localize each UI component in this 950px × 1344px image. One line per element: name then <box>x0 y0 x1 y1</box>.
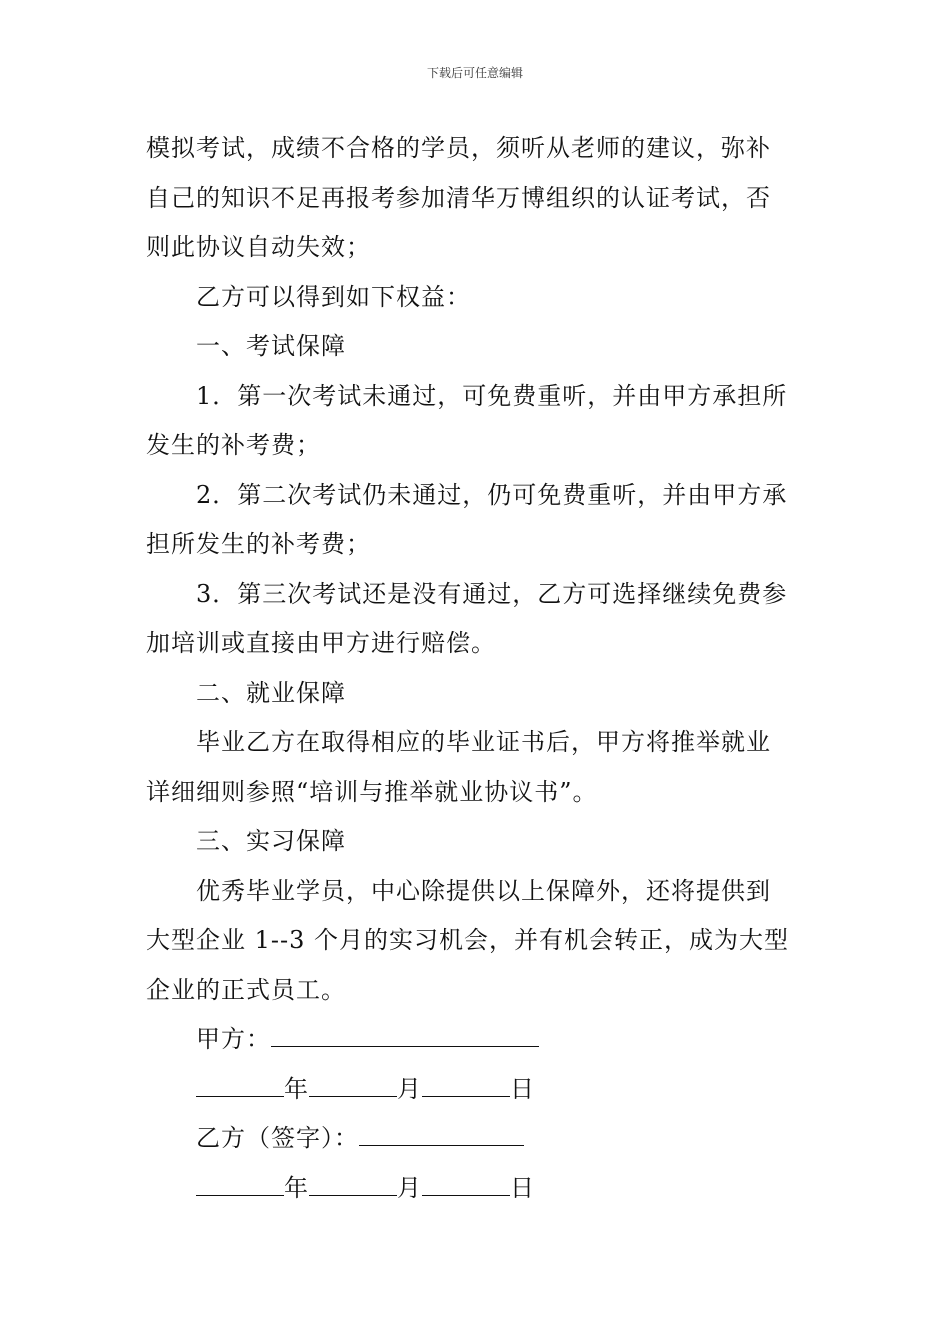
year-label: 年 <box>284 1074 309 1103</box>
month-label: 月 <box>397 1173 422 1202</box>
section-title-employment: 二、就业保障 <box>196 678 346 707</box>
page-header: 下载后可任意编辑 <box>426 66 523 80</box>
year-label: 年 <box>284 1173 309 1202</box>
section-title-exam: 一、考试保障 <box>196 332 346 360</box>
date-row-b <box>146 1164 816 1214</box>
party-b-signature-row <box>146 1114 816 1164</box>
party-b-blank[interactable] <box>359 1120 524 1146</box>
month-blank[interactable] <box>309 1070 397 1096</box>
month-blank[interactable] <box>309 1169 397 1195</box>
party-a-signature-row <box>146 1015 816 1065</box>
date-row-a <box>146 1065 816 1115</box>
day-label: 日 <box>510 1074 535 1103</box>
internship-text: 优秀毕业学员，中心除提供以上保障外，还将提供到 <box>196 876 771 905</box>
employment-text-cont: 详细细则参照“培训与推举就业协议书”。 <box>146 777 598 806</box>
day-blank[interactable] <box>422 1070 510 1096</box>
year-blank[interactable] <box>196 1169 284 1195</box>
paragraph-line: 自己的知识不足再报考参加清华万博组织的认证考试，否 <box>146 183 771 212</box>
internship-text-cont: 大型企业 1--3 个月的实习机会，并有机会转正，成为大型 <box>146 926 790 954</box>
party-b-label: 乙方（签字）： <box>196 1124 359 1152</box>
exam-item-3: 3．第三次考试还是没有通过，乙方可选择继续免费参 <box>196 579 788 608</box>
paragraph-line: 则此协议自动失效； <box>146 233 371 261</box>
exam-item-3-cont: 加培训或直接由甲方进行赔偿。 <box>146 629 496 657</box>
year-blank[interactable] <box>196 1070 284 1096</box>
paragraph-line: 模拟考试，成绩不合格的学员，须听从老师的建议，弥补 <box>146 134 771 162</box>
exam-item-1-cont: 发生的补考费； <box>146 431 321 459</box>
section-title-internship: 三、实习保障 <box>196 827 346 855</box>
internship-text-end: 企业的正式员工。 <box>146 975 346 1004</box>
employment-text: 毕业乙方在取得相应的毕业证书后，甲方将推举就业 <box>196 728 771 756</box>
day-label: 日 <box>510 1173 535 1202</box>
party-a-blank[interactable] <box>271 1021 539 1047</box>
document-body <box>146 124 816 1213</box>
rights-intro: 乙方可以得到如下权益： <box>196 282 471 311</box>
exam-item-2-cont: 担所发生的补考费； <box>146 530 371 558</box>
month-label: 月 <box>397 1074 422 1103</box>
exam-item-1: 1．第一次考试未通过，可免费重听，并由甲方承担所 <box>196 381 788 410</box>
day-blank[interactable] <box>422 1169 510 1195</box>
party-a-label: 甲方： <box>196 1025 271 1053</box>
exam-item-2: 2．第二次考试仍未通过，仍可免费重听，并由甲方承 <box>196 480 788 509</box>
